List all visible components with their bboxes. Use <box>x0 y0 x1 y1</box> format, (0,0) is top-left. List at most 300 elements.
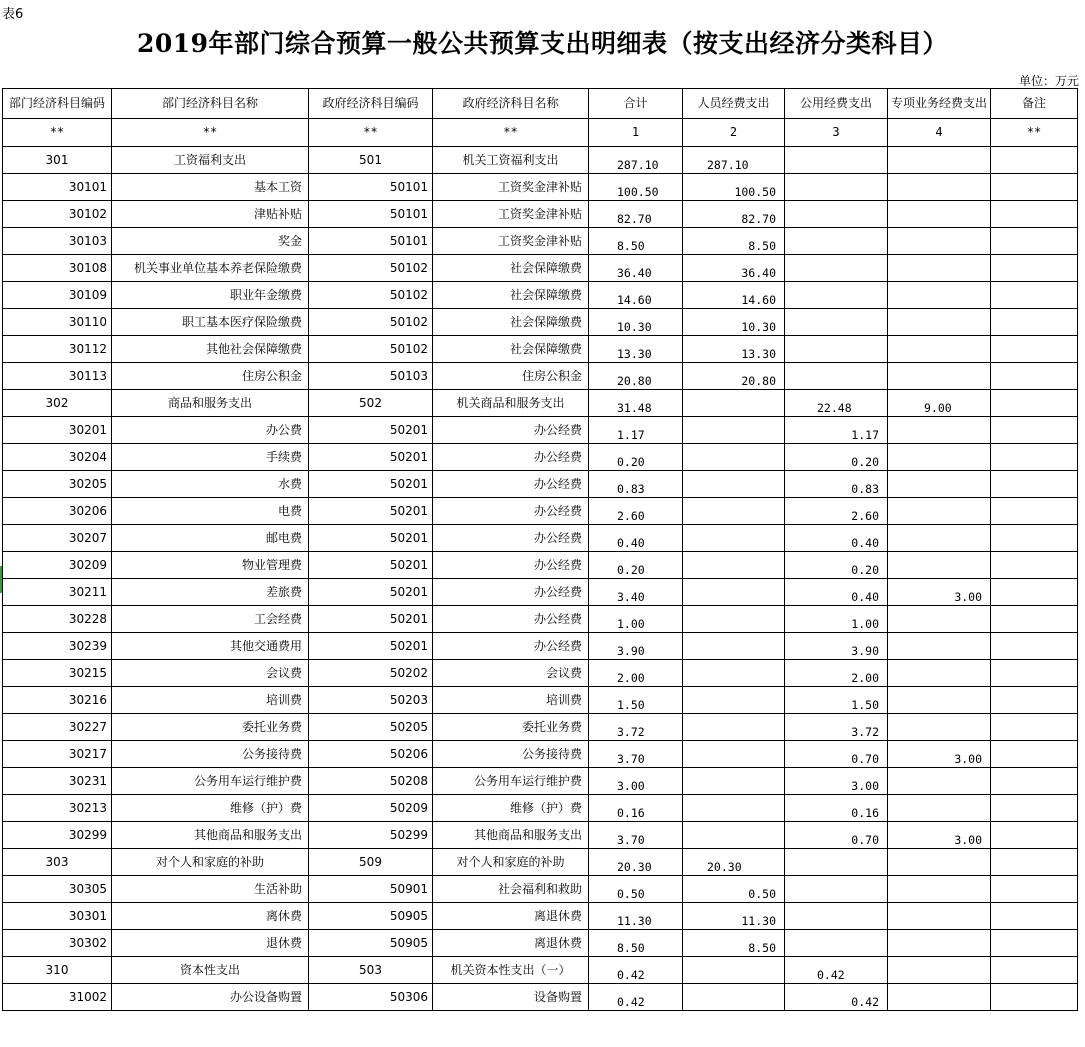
dept-code-cell[interactable]: 30209 <box>3 552 112 579</box>
personnel-cell[interactable]: 11.30 <box>683 903 785 930</box>
total-cell[interactable]: 0.42 <box>589 957 683 984</box>
public-cell[interactable]: 0.20 <box>785 444 888 471</box>
gov-name-cell[interactable]: 办公经费 <box>433 471 589 498</box>
special-cell[interactable] <box>888 417 991 444</box>
note-cell[interactable] <box>991 876 1078 903</box>
dept-code-cell[interactable]: 30228 <box>3 606 112 633</box>
gov-code-cell[interactable]: 50102 <box>309 282 433 309</box>
total-cell[interactable]: 3.00 <box>589 768 683 795</box>
gov-code-cell[interactable]: 50101 <box>309 201 433 228</box>
dept-code-cell[interactable]: 30109 <box>3 282 112 309</box>
total-cell[interactable]: 2.00 <box>589 660 683 687</box>
public-cell[interactable]: 0.42 <box>785 984 888 1011</box>
personnel-cell[interactable] <box>683 714 785 741</box>
note-cell[interactable] <box>991 255 1078 282</box>
dept-name-cell[interactable]: 资本性支出 <box>112 957 309 984</box>
special-cell[interactable] <box>888 849 991 876</box>
total-cell[interactable]: 10.30 <box>589 309 683 336</box>
dept-code-cell[interactable]: 30217 <box>3 741 112 768</box>
total-cell[interactable]: 20.30 <box>589 849 683 876</box>
gov-name-cell[interactable]: 社会保障缴费 <box>433 309 589 336</box>
special-cell[interactable]: 9.00 <box>888 390 991 417</box>
public-cell[interactable]: 0.20 <box>785 552 888 579</box>
personnel-cell[interactable]: 14.60 <box>683 282 785 309</box>
note-cell[interactable] <box>991 228 1078 255</box>
index-cell[interactable]: 3 <box>785 119 888 147</box>
special-cell[interactable]: 3.00 <box>888 741 991 768</box>
gov-name-cell[interactable]: 机关资本性支出（一） <box>433 957 589 984</box>
dept-code-cell[interactable]: 30239 <box>3 633 112 660</box>
total-cell[interactable]: 1.00 <box>589 606 683 633</box>
index-cell[interactable]: ** <box>3 119 112 147</box>
gov-code-cell[interactable]: 50201 <box>309 498 433 525</box>
personnel-cell[interactable] <box>683 525 785 552</box>
public-cell[interactable]: 0.40 <box>785 525 888 552</box>
public-cell[interactable]: 0.70 <box>785 741 888 768</box>
personnel-cell[interactable]: 20.80 <box>683 363 785 390</box>
public-cell[interactable]: 2.00 <box>785 660 888 687</box>
header-cell[interactable]: 备注 <box>991 89 1078 119</box>
special-cell[interactable] <box>888 768 991 795</box>
dept-code-cell[interactable]: 30302 <box>3 930 112 957</box>
dept-name-cell[interactable]: 办公费 <box>112 417 309 444</box>
gov-name-cell[interactable]: 社会保障缴费 <box>433 255 589 282</box>
personnel-cell[interactable] <box>683 606 785 633</box>
special-cell[interactable] <box>888 930 991 957</box>
special-cell[interactable] <box>888 984 991 1011</box>
personnel-cell[interactable]: 8.50 <box>683 228 785 255</box>
gov-code-cell[interactable]: 502 <box>309 390 433 417</box>
note-cell[interactable] <box>991 525 1078 552</box>
total-cell[interactable]: 3.70 <box>589 822 683 849</box>
total-cell[interactable]: 3.72 <box>589 714 683 741</box>
note-cell[interactable] <box>991 903 1078 930</box>
special-cell[interactable] <box>888 552 991 579</box>
dept-name-cell[interactable]: 离休费 <box>112 903 309 930</box>
note-cell[interactable] <box>991 795 1078 822</box>
gov-code-cell[interactable]: 50201 <box>309 552 433 579</box>
note-cell[interactable] <box>991 984 1078 1011</box>
dept-name-cell[interactable]: 会议费 <box>112 660 309 687</box>
note-cell[interactable] <box>991 741 1078 768</box>
gov-code-cell[interactable]: 509 <box>309 849 433 876</box>
gov-name-cell[interactable]: 办公经费 <box>433 606 589 633</box>
personnel-cell[interactable]: 13.30 <box>683 336 785 363</box>
note-cell[interactable] <box>991 444 1078 471</box>
public-cell[interactable] <box>785 228 888 255</box>
header-cell[interactable]: 公用经费支出 <box>785 89 888 119</box>
gov-code-cell[interactable]: 50306 <box>309 984 433 1011</box>
total-cell[interactable]: 13.30 <box>589 336 683 363</box>
gov-name-cell[interactable]: 维修（护）费 <box>433 795 589 822</box>
special-cell[interactable] <box>888 363 991 390</box>
dept-code-cell[interactable]: 30299 <box>3 822 112 849</box>
dept-name-cell[interactable]: 邮电费 <box>112 525 309 552</box>
dept-code-cell[interactable]: 30213 <box>3 795 112 822</box>
dept-code-cell[interactable]: 30216 <box>3 687 112 714</box>
dept-code-cell[interactable]: 30305 <box>3 876 112 903</box>
note-cell[interactable] <box>991 579 1078 606</box>
gov-code-cell[interactable]: 50201 <box>309 633 433 660</box>
special-cell[interactable] <box>888 903 991 930</box>
gov-code-cell[interactable]: 50208 <box>309 768 433 795</box>
total-cell[interactable]: 0.42 <box>589 984 683 1011</box>
header-cell[interactable]: 政府经济科目编码 <box>309 89 433 119</box>
personnel-cell[interactable]: 100.50 <box>683 174 785 201</box>
gov-code-cell[interactable]: 50201 <box>309 471 433 498</box>
dept-code-cell[interactable]: 30112 <box>3 336 112 363</box>
gov-name-cell[interactable]: 办公经费 <box>433 417 589 444</box>
personnel-cell[interactable] <box>683 795 785 822</box>
gov-code-cell[interactable]: 50203 <box>309 687 433 714</box>
total-cell[interactable]: 100.50 <box>589 174 683 201</box>
dept-code-cell[interactable]: 303 <box>3 849 112 876</box>
dept-name-cell[interactable]: 职工基本医疗保险缴费 <box>112 309 309 336</box>
gov-name-cell[interactable]: 公务用车运行维护费 <box>433 768 589 795</box>
personnel-cell[interactable] <box>683 390 785 417</box>
special-cell[interactable] <box>888 525 991 552</box>
total-cell[interactable]: 287.10 <box>589 147 683 174</box>
special-cell[interactable]: 3.00 <box>888 822 991 849</box>
dept-code-cell[interactable]: 302 <box>3 390 112 417</box>
personnel-cell[interactable] <box>683 417 785 444</box>
note-cell[interactable] <box>991 282 1078 309</box>
special-cell[interactable] <box>888 174 991 201</box>
gov-name-cell[interactable]: 办公经费 <box>433 498 589 525</box>
gov-code-cell[interactable]: 50103 <box>309 363 433 390</box>
special-cell[interactable] <box>888 876 991 903</box>
total-cell[interactable]: 0.20 <box>589 552 683 579</box>
dept-name-cell[interactable]: 职业年金缴费 <box>112 282 309 309</box>
gov-name-cell[interactable]: 社会保障缴费 <box>433 282 589 309</box>
gov-name-cell[interactable]: 离退休费 <box>433 903 589 930</box>
special-cell[interactable] <box>888 660 991 687</box>
gov-code-cell[interactable]: 50206 <box>309 741 433 768</box>
dept-code-cell[interactable]: 31002 <box>3 984 112 1011</box>
note-cell[interactable] <box>991 201 1078 228</box>
dept-name-cell[interactable]: 手续费 <box>112 444 309 471</box>
dept-name-cell[interactable]: 其他商品和服务支出 <box>112 822 309 849</box>
public-cell[interactable] <box>785 849 888 876</box>
note-cell[interactable] <box>991 930 1078 957</box>
note-cell[interactable] <box>991 363 1078 390</box>
special-cell[interactable] <box>888 147 991 174</box>
note-cell[interactable] <box>991 498 1078 525</box>
gov-name-cell[interactable]: 住房公积金 <box>433 363 589 390</box>
special-cell[interactable] <box>888 714 991 741</box>
note-cell[interactable] <box>991 174 1078 201</box>
total-cell[interactable]: 20.80 <box>589 363 683 390</box>
gov-name-cell[interactable]: 设备购置 <box>433 984 589 1011</box>
public-cell[interactable] <box>785 336 888 363</box>
public-cell[interactable] <box>785 930 888 957</box>
gov-name-cell[interactable]: 社会保障缴费 <box>433 336 589 363</box>
total-cell[interactable]: 0.50 <box>589 876 683 903</box>
public-cell[interactable] <box>785 201 888 228</box>
index-cell[interactable]: ** <box>112 119 309 147</box>
dept-code-cell[interactable]: 301 <box>3 147 112 174</box>
dept-code-cell[interactable]: 30113 <box>3 363 112 390</box>
dept-code-cell[interactable]: 30205 <box>3 471 112 498</box>
special-cell[interactable] <box>888 957 991 984</box>
public-cell[interactable]: 3.72 <box>785 714 888 741</box>
gov-code-cell[interactable]: 50201 <box>309 417 433 444</box>
index-cell[interactable]: 2 <box>683 119 785 147</box>
gov-code-cell[interactable]: 50102 <box>309 255 433 282</box>
gov-name-cell[interactable]: 社会福利和救助 <box>433 876 589 903</box>
dept-name-cell[interactable]: 其他社会保障缴费 <box>112 336 309 363</box>
header-cell[interactable]: 政府经济科目名称 <box>433 89 589 119</box>
dept-code-cell[interactable]: 30103 <box>3 228 112 255</box>
special-cell[interactable] <box>888 282 991 309</box>
index-cell[interactable]: ** <box>309 119 433 147</box>
gov-code-cell[interactable]: 50101 <box>309 228 433 255</box>
index-cell[interactable]: 1 <box>589 119 683 147</box>
dept-name-cell[interactable]: 委托业务费 <box>112 714 309 741</box>
personnel-cell[interactable]: 0.50 <box>683 876 785 903</box>
note-cell[interactable] <box>991 390 1078 417</box>
public-cell[interactable]: 0.83 <box>785 471 888 498</box>
dept-name-cell[interactable]: 奖金 <box>112 228 309 255</box>
note-cell[interactable] <box>991 957 1078 984</box>
special-cell[interactable] <box>888 201 991 228</box>
gov-name-cell[interactable]: 培训费 <box>433 687 589 714</box>
total-cell[interactable]: 36.40 <box>589 255 683 282</box>
header-cell[interactable]: 部门经济科目名称 <box>112 89 309 119</box>
personnel-cell[interactable]: 82.70 <box>683 201 785 228</box>
dept-name-cell[interactable]: 差旅费 <box>112 579 309 606</box>
gov-name-cell[interactable]: 工资奖金津补贴 <box>433 228 589 255</box>
total-cell[interactable]: 14.60 <box>589 282 683 309</box>
note-cell[interactable] <box>991 660 1078 687</box>
public-cell[interactable] <box>785 363 888 390</box>
personnel-cell[interactable] <box>683 768 785 795</box>
header-cell[interactable]: 人员经费支出 <box>683 89 785 119</box>
index-cell[interactable]: ** <box>991 119 1078 147</box>
personnel-cell[interactable]: 20.30 <box>683 849 785 876</box>
gov-name-cell[interactable]: 其他商品和服务支出 <box>433 822 589 849</box>
gov-code-cell[interactable]: 50201 <box>309 525 433 552</box>
special-cell[interactable] <box>888 255 991 282</box>
dept-code-cell[interactable]: 30211 <box>3 579 112 606</box>
total-cell[interactable]: 1.50 <box>589 687 683 714</box>
total-cell[interactable]: 11.30 <box>589 903 683 930</box>
dept-code-cell[interactable]: 30215 <box>3 660 112 687</box>
dept-name-cell[interactable]: 水费 <box>112 471 309 498</box>
gov-name-cell[interactable]: 机关商品和服务支出 <box>433 390 589 417</box>
dept-name-cell[interactable]: 维修（护）费 <box>112 795 309 822</box>
dept-code-cell[interactable]: 30102 <box>3 201 112 228</box>
note-cell[interactable] <box>991 471 1078 498</box>
dept-name-cell[interactable]: 基本工资 <box>112 174 309 201</box>
gov-code-cell[interactable]: 501 <box>309 147 433 174</box>
gov-name-cell[interactable]: 工资奖金津补贴 <box>433 201 589 228</box>
dept-name-cell[interactable]: 工资福利支出 <box>112 147 309 174</box>
public-cell[interactable]: 1.00 <box>785 606 888 633</box>
dept-code-cell[interactable]: 30206 <box>3 498 112 525</box>
personnel-cell[interactable]: 36.40 <box>683 255 785 282</box>
dept-name-cell[interactable]: 津贴补贴 <box>112 201 309 228</box>
special-cell[interactable] <box>888 336 991 363</box>
note-cell[interactable] <box>991 606 1078 633</box>
public-cell[interactable] <box>785 876 888 903</box>
note-cell[interactable] <box>991 147 1078 174</box>
dept-name-cell[interactable]: 其他交通费用 <box>112 633 309 660</box>
total-cell[interactable]: 8.50 <box>589 930 683 957</box>
gov-name-cell[interactable]: 办公经费 <box>433 444 589 471</box>
gov-code-cell[interactable]: 503 <box>309 957 433 984</box>
public-cell[interactable]: 3.90 <box>785 633 888 660</box>
gov-code-cell[interactable]: 50102 <box>309 309 433 336</box>
gov-code-cell[interactable]: 50209 <box>309 795 433 822</box>
personnel-cell[interactable] <box>683 957 785 984</box>
dept-code-cell[interactable]: 30110 <box>3 309 112 336</box>
special-cell[interactable] <box>888 633 991 660</box>
gov-name-cell[interactable]: 公务接待费 <box>433 741 589 768</box>
gov-name-cell[interactable]: 会议费 <box>433 660 589 687</box>
gov-name-cell[interactable]: 机关工资福利支出 <box>433 147 589 174</box>
special-cell[interactable] <box>888 687 991 714</box>
dept-name-cell[interactable]: 生活补助 <box>112 876 309 903</box>
public-cell[interactable] <box>785 147 888 174</box>
dept-code-cell[interactable]: 30201 <box>3 417 112 444</box>
gov-code-cell[interactable]: 50905 <box>309 903 433 930</box>
total-cell[interactable]: 2.60 <box>589 498 683 525</box>
note-cell[interactable] <box>991 633 1078 660</box>
dept-code-cell[interactable]: 310 <box>3 957 112 984</box>
dept-code-cell[interactable]: 30207 <box>3 525 112 552</box>
personnel-cell[interactable] <box>683 579 785 606</box>
personnel-cell[interactable]: 10.30 <box>683 309 785 336</box>
personnel-cell[interactable] <box>683 471 785 498</box>
dept-name-cell[interactable]: 商品和服务支出 <box>112 390 309 417</box>
gov-code-cell[interactable]: 50901 <box>309 876 433 903</box>
dept-code-cell[interactable]: 30227 <box>3 714 112 741</box>
note-cell[interactable] <box>991 336 1078 363</box>
gov-name-cell[interactable]: 委托业务费 <box>433 714 589 741</box>
header-cell[interactable]: 部门经济科目编码 <box>3 89 112 119</box>
public-cell[interactable]: 22.48 <box>785 390 888 417</box>
index-cell[interactable]: 4 <box>888 119 991 147</box>
dept-name-cell[interactable]: 对个人和家庭的补助 <box>112 849 309 876</box>
gov-code-cell[interactable]: 50205 <box>309 714 433 741</box>
public-cell[interactable]: 0.42 <box>785 957 888 984</box>
gov-code-cell[interactable]: 50905 <box>309 930 433 957</box>
special-cell[interactable] <box>888 606 991 633</box>
dept-name-cell[interactable]: 公务用车运行维护费 <box>112 768 309 795</box>
public-cell[interactable] <box>785 255 888 282</box>
special-cell[interactable] <box>888 309 991 336</box>
dept-code-cell[interactable]: 30101 <box>3 174 112 201</box>
personnel-cell[interactable] <box>683 741 785 768</box>
dept-code-cell[interactable]: 30204 <box>3 444 112 471</box>
header-cell[interactable]: 合计 <box>589 89 683 119</box>
special-cell[interactable] <box>888 498 991 525</box>
dept-name-cell[interactable]: 培训费 <box>112 687 309 714</box>
gov-name-cell[interactable]: 离退休费 <box>433 930 589 957</box>
personnel-cell[interactable]: 8.50 <box>683 930 785 957</box>
public-cell[interactable] <box>785 174 888 201</box>
personnel-cell[interactable] <box>683 822 785 849</box>
dept-code-cell[interactable]: 30108 <box>3 255 112 282</box>
note-cell[interactable] <box>991 714 1078 741</box>
total-cell[interactable]: 0.83 <box>589 471 683 498</box>
gov-name-cell[interactable]: 办公经费 <box>433 525 589 552</box>
total-cell[interactable]: 1.17 <box>589 417 683 444</box>
note-cell[interactable] <box>991 849 1078 876</box>
public-cell[interactable]: 2.60 <box>785 498 888 525</box>
public-cell[interactable]: 0.40 <box>785 579 888 606</box>
gov-name-cell[interactable]: 办公经费 <box>433 633 589 660</box>
dept-name-cell[interactable]: 退休费 <box>112 930 309 957</box>
dept-name-cell[interactable]: 公务接待费 <box>112 741 309 768</box>
gov-code-cell[interactable]: 50102 <box>309 336 433 363</box>
special-cell[interactable] <box>888 228 991 255</box>
public-cell[interactable] <box>785 309 888 336</box>
note-cell[interactable] <box>991 552 1078 579</box>
special-cell[interactable]: 3.00 <box>888 579 991 606</box>
gov-code-cell[interactable]: 50101 <box>309 174 433 201</box>
header-cell[interactable]: 专项业务经费支出 <box>888 89 991 119</box>
personnel-cell[interactable] <box>683 687 785 714</box>
note-cell[interactable] <box>991 768 1078 795</box>
total-cell[interactable]: 8.50 <box>589 228 683 255</box>
gov-code-cell[interactable]: 50299 <box>309 822 433 849</box>
total-cell[interactable]: 3.90 <box>589 633 683 660</box>
gov-code-cell[interactable]: 50201 <box>309 444 433 471</box>
total-cell[interactable]: 0.20 <box>589 444 683 471</box>
public-cell[interactable]: 3.00 <box>785 768 888 795</box>
special-cell[interactable] <box>888 795 991 822</box>
public-cell[interactable] <box>785 903 888 930</box>
note-cell[interactable] <box>991 822 1078 849</box>
gov-code-cell[interactable]: 50201 <box>309 579 433 606</box>
dept-name-cell[interactable]: 工会经费 <box>112 606 309 633</box>
total-cell[interactable]: 0.16 <box>589 795 683 822</box>
personnel-cell[interactable]: 287.10 <box>683 147 785 174</box>
public-cell[interactable]: 1.50 <box>785 687 888 714</box>
total-cell[interactable]: 3.40 <box>589 579 683 606</box>
gov-name-cell[interactable]: 工资奖金津补贴 <box>433 174 589 201</box>
personnel-cell[interactable] <box>683 633 785 660</box>
personnel-cell[interactable] <box>683 498 785 525</box>
public-cell[interactable] <box>785 282 888 309</box>
note-cell[interactable] <box>991 687 1078 714</box>
note-cell[interactable] <box>991 309 1078 336</box>
public-cell[interactable]: 0.16 <box>785 795 888 822</box>
total-cell[interactable]: 31.48 <box>589 390 683 417</box>
gov-code-cell[interactable]: 50201 <box>309 606 433 633</box>
special-cell[interactable] <box>888 471 991 498</box>
note-cell[interactable] <box>991 417 1078 444</box>
gov-name-cell[interactable]: 办公经费 <box>433 552 589 579</box>
special-cell[interactable] <box>888 444 991 471</box>
total-cell[interactable]: 3.70 <box>589 741 683 768</box>
gov-name-cell[interactable]: 对个人和家庭的补助 <box>433 849 589 876</box>
personnel-cell[interactable] <box>683 660 785 687</box>
index-cell[interactable]: ** <box>433 119 589 147</box>
dept-code-cell[interactable]: 30231 <box>3 768 112 795</box>
personnel-cell[interactable] <box>683 552 785 579</box>
total-cell[interactable]: 0.40 <box>589 525 683 552</box>
personnel-cell[interactable] <box>683 984 785 1011</box>
gov-code-cell[interactable]: 50202 <box>309 660 433 687</box>
public-cell[interactable]: 1.17 <box>785 417 888 444</box>
dept-name-cell[interactable]: 办公设备购置 <box>112 984 309 1011</box>
total-cell[interactable]: 82.70 <box>589 201 683 228</box>
dept-name-cell[interactable]: 电费 <box>112 498 309 525</box>
dept-name-cell[interactable]: 机关事业单位基本养老保险缴费 <box>112 255 309 282</box>
